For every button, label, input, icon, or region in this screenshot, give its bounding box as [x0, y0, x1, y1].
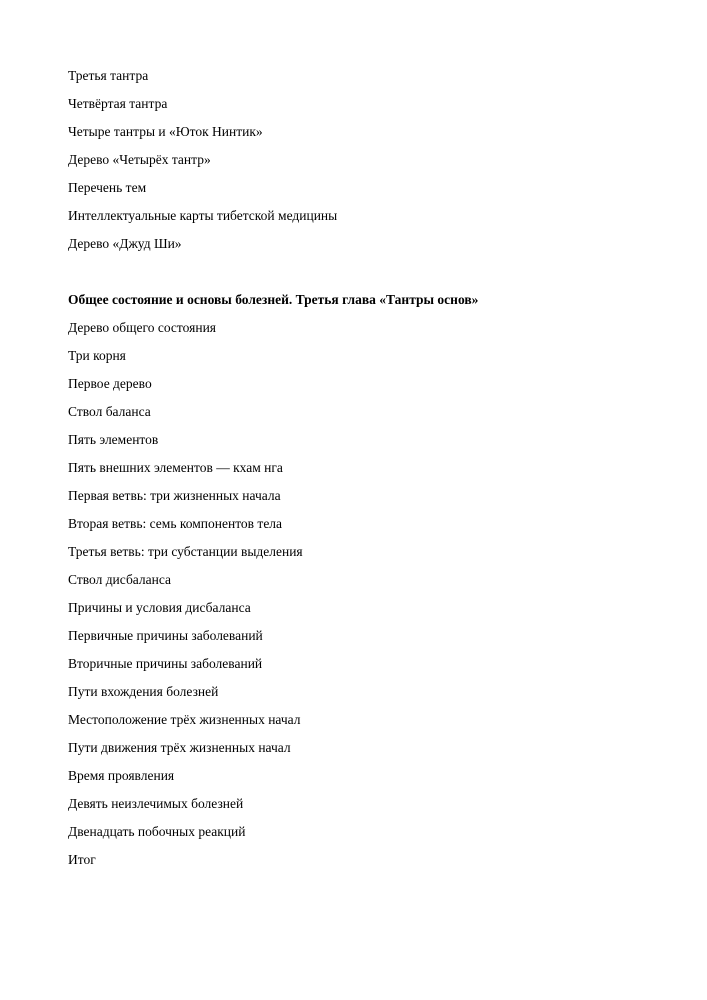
toc-entry-primary-causes: Первичные причины заболеваний	[68, 628, 263, 643]
toc-entry-summary: Итог	[68, 852, 96, 867]
toc-entry-four-tantras-tree: Дерево «Четырёх тантр»	[68, 152, 211, 167]
toc-entry-third-tantra: Третья тантра	[68, 68, 149, 83]
toc-entry-first-branch: Первая ветвь: три жизненных начала	[68, 488, 281, 503]
toc-entry-three-roots: Три корня	[68, 348, 126, 363]
toc-entry-five-external-elements: Пять внешних элементов — кхам нга	[68, 460, 283, 475]
toc-entry-five-elements: Пять элементов	[68, 432, 159, 447]
toc-entry-balance-trunk: Ствол баланса	[68, 404, 151, 419]
toc-entry-nine-incurable: Девять неизлечимых болезней	[68, 796, 244, 811]
toc-entry-imbalance-causes: Причины и условия дисбаланса	[68, 600, 251, 615]
toc-entry-topics-list: Перечень тем	[68, 180, 147, 195]
toc-entry-disease-entry-paths: Пути вхождения болезней	[68, 684, 219, 699]
toc-entry-gyud-shi-tree: Дерево «Джуд Ши»	[68, 236, 182, 251]
toc-entry-second-branch: Вторая ветвь: семь компонентов тела	[68, 516, 283, 531]
toc-entry-general-state-tree: Дерево общего состояния	[68, 320, 216, 335]
toc-entry-location-three-principles: Местоположение трёх жизненных начал	[68, 712, 301, 727]
toc-entry-manifestation-time: Время проявления	[68, 768, 175, 783]
toc-entry-four-tantras-yuthok: Четыре тантры и «Юток Нинтик»	[68, 124, 263, 139]
toc-entry-fourth-tantra: Четвёртая тантра	[68, 96, 168, 111]
toc-entry-secondary-causes: Вторичные причины заболеваний	[68, 656, 263, 671]
toc-entry-imbalance-trunk: Ствол дисбаланса	[68, 572, 172, 587]
toc-entry-twelve-side-effects: Двенадцать побочных реакций	[68, 824, 246, 839]
toc-entry-movement-three-principles: Пути движения трёх жизненных начал	[68, 740, 291, 755]
section-heading: Общее состояние и основы болезней. Третья глава «Тантры основ»	[68, 292, 479, 307]
toc-entry-third-branch: Третья ветвь: три субстанции выделения	[68, 544, 303, 559]
toc-entry-mind-maps: Интеллектуальные карты тибетской медицины	[68, 208, 338, 223]
toc-entry-first-tree: Первое дерево	[68, 376, 152, 391]
